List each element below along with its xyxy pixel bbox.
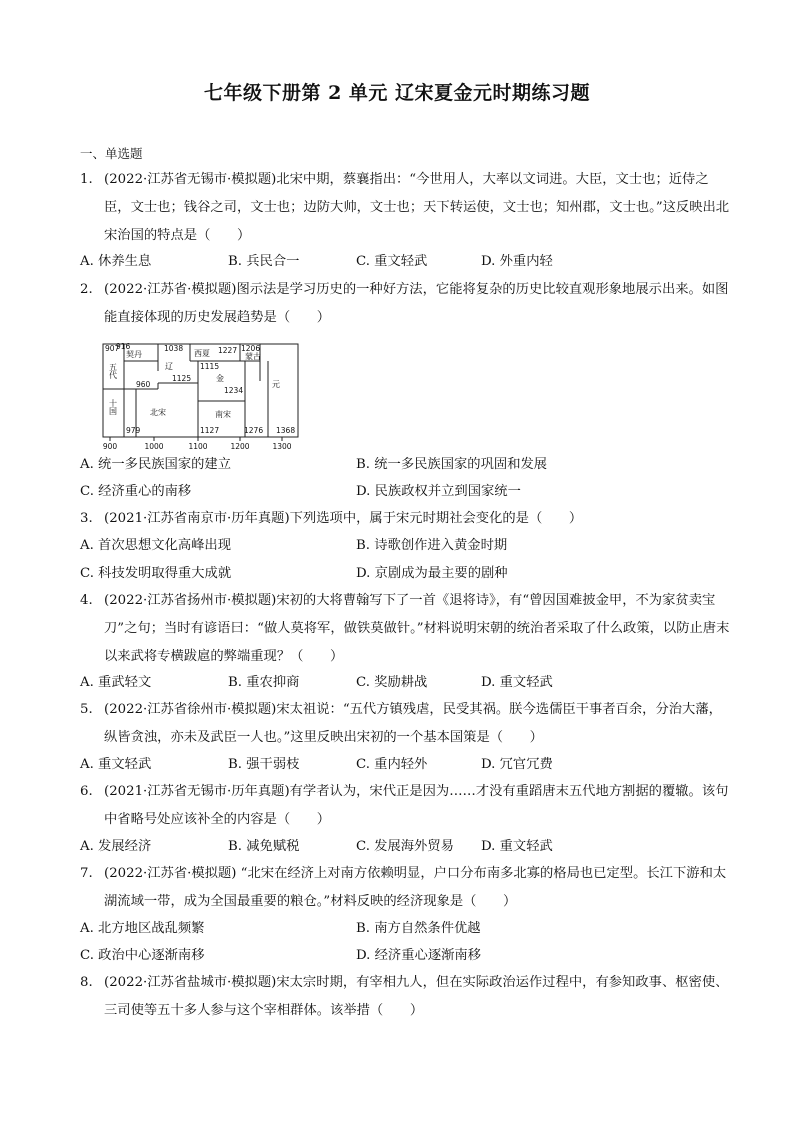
option-b[interactable]: B. 兵民合一 [228,254,300,269]
dynasty-timeline-map [100,341,300,451]
map-year-label: 1234 [224,386,244,395]
question-2-options-row1 [80,451,730,479]
map-year-label: 1125 [172,374,192,383]
map-year-label: 1206 [241,344,261,353]
question-2 [80,276,730,332]
question-1 [80,166,730,250]
question-4 [80,587,730,671]
question-text: (2021·江苏省无锡市·历年真题)有学者认为，宋代正是因为……才没有重蹈唐末五代地方割据的覆辙。该句中省略号处应该补全的内容是（ ） [104,784,729,827]
question-text: (2022·江苏省·模拟题) “北宋在经济上对南方依赖明显，户口分布南多北寡的格局也已定型。长江下游和太湖流域一带，成为全国最重要的粮仓。”材料反映的经济现象是（ ） [104,866,727,909]
option-d[interactable]: D. 重文轻武 [481,839,553,854]
option-a[interactable]: A. 首次思想文化高峰出现 [80,538,232,553]
map-region-label: 辽 [165,362,173,371]
question-text: (2022·江苏省盐城市·模拟题)宋太宗时期，有宰相九人，但在实际政治运作过程中，有参知政事、枢密使、三司使等五十多人参与这个宰相群体。该举措（ ） [104,975,729,1018]
question-3 [80,505,730,533]
page-title: 七年级下册第 2 单元 辽宋夏金元时期练习题 [203,82,591,104]
question-number: 1. [80,172,93,187]
option-a[interactable]: A. 发展经济 [80,839,152,854]
option-b[interactable]: B. 重农抑商 [228,675,300,690]
question-4-options [80,669,730,697]
question-5 [80,696,730,752]
map-axis-label: 1100 [188,442,208,451]
question-8 [80,969,730,1025]
option-a[interactable]: A. 重武轻文 [80,675,152,690]
map-region-label: 五代 [108,363,118,379]
option-c[interactable]: C. 科技发明取得重大成就 [80,566,232,581]
option-c[interactable]: C. 发展海外贸易 [356,839,454,854]
question-6 [80,778,730,834]
map-region-label: 西夏 [194,349,210,358]
map-region-label: 南宋 [215,410,231,419]
map-region-label: 金 [216,374,224,383]
question-number: 2. [80,282,93,297]
map-axis-label: 1300 [272,442,292,451]
question-number: 3. [80,511,93,526]
option-a[interactable]: A. 休养生息 [80,254,152,269]
option-b[interactable]: B. 诗歌创作进入黄金时期 [356,538,508,553]
option-d[interactable]: D. 外重内轻 [481,254,553,269]
map-region-label: 蒙古 [245,352,261,361]
question-text: (2022·江苏省徐州市·模拟题)宋太祖说：“五代方镇残虐，民受其祸。朕今选儒臣干事者百余，分治大藩，纵皆贪浊，亦未及武臣一人也。”这里反映出宋初的一个基本国策是（ ） [104,702,722,745]
option-b[interactable]: B. 减免赋税 [228,839,300,854]
option-b[interactable]: B. 强干弱枝 [228,757,300,772]
question-5-options [80,751,730,779]
question-7-options-row2 [80,942,730,970]
map-region-label: 契丹 [126,350,142,359]
map-year-label: 1115 [200,362,220,371]
map-year-label: 1368 [276,426,296,435]
map-year-label: 1227 [218,346,238,355]
question-text: (2022·江苏省无锡市·模拟题)北宋中期，蔡襄指出：“今世用人，大率以文词进。大臣，文士也；近侍之臣，文士也；钱谷之司，文士也；边防大帅，文士也；天下转运使，文士也；知州郡，文士也。”这反映出北宋治国的特点是（ ） [104,172,730,243]
map-region-label: 十国 [108,399,118,415]
map-year-label: 1038 [164,344,184,353]
option-a[interactable]: A. 重文轻武 [80,757,152,772]
map-year-label: 907 [105,344,120,353]
map-axis-label: 1000 [144,442,164,451]
option-a[interactable]: A. 北方地区战乱频繁 [80,921,205,936]
option-d[interactable]: D. 重文轻武 [481,675,553,690]
question-number: 7. [80,866,93,881]
option-a[interactable]: A. 统一多民族国家的建立 [80,457,232,472]
map-year-label: 1276 [244,426,264,435]
option-d[interactable]: D. 民族政权并立到国家统一 [356,484,521,499]
question-number: 8. [80,975,93,990]
map-axis-label: 1200 [230,442,250,451]
question-3-options-row2 [80,560,730,588]
question-2-options-row2 [80,478,730,506]
option-c[interactable]: C. 经济重心的南移 [80,484,192,499]
question-text: (2021·江苏省南京市·历年真题)下列选项中，属于宋元时期社会变化的是（ ） [104,511,583,526]
question-text: (2022·江苏省·模拟题)图示法是学习历史的一种好方法，它能将复杂的历史比较直观形象地展示出来。如图能直接体现的历史发展趋势是（ ） [104,282,729,325]
question-text: (2022·江苏省扬州市·模拟题)宋初的大将曹翰写下了一首《退将诗》，有“曾因国难披金甲，不为家贫卖宝刀”之句；当时有谚语曰：“做人莫将军，做铁莫做针。”材料说明宋朝的统治者采取了什么政策，以防止唐末以来武将专横跋扈的弊端重现？（ ） [104,593,730,664]
map-year-label: 1127 [200,426,220,435]
map-axis-label: 900 [102,442,118,451]
question-7 [80,860,730,916]
option-d[interactable]: D. 冗官冗费 [481,757,553,772]
option-b[interactable]: B. 统一多民族国家的巩固和发展 [356,457,548,472]
option-c[interactable]: C. 政治中心逐渐南移 [80,948,205,963]
question-number: 4. [80,593,93,608]
option-c[interactable]: C. 奖励耕战 [356,675,428,690]
map-year-label: 916 [116,342,131,351]
question-1-options [80,248,730,276]
option-b[interactable]: B. 南方自然条件优越 [356,921,481,936]
option-d[interactable]: D. 经济重心逐渐南移 [356,948,482,963]
map-year-label: 979 [126,426,141,435]
option-c[interactable]: C. 重文轻武 [356,254,428,269]
question-3-options-row1 [80,532,730,560]
question-6-options [80,833,730,861]
map-region-label: 元 [272,380,280,389]
question-number: 5. [80,702,93,717]
section-heading: 一、单选题 [80,146,143,161]
question-number: 6. [80,784,93,799]
map-region-label: 北宋 [150,408,166,417]
question-7-options-row1 [80,915,730,943]
option-c[interactable]: C. 重内轻外 [356,757,428,772]
option-d[interactable]: D. 京剧成为最主要的剧种 [356,566,508,581]
map-year-label: 960 [136,380,151,389]
